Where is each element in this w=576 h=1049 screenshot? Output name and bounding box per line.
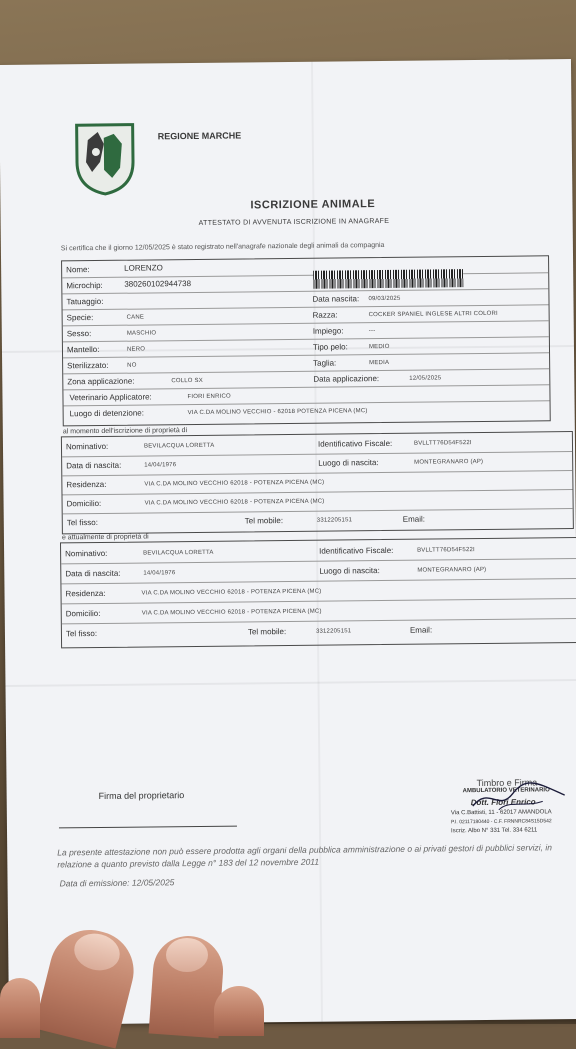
breed-label: Razza: (312, 310, 338, 320)
coat-label: Mantello: (66, 344, 100, 355)
owner-mobile: 3312205151 (315, 628, 352, 635)
birth-place-label: Luogo di nascita: (318, 458, 379, 468)
owner-name: BEVILACQUA LORETTA (143, 549, 214, 557)
regione-marche-logo (74, 122, 137, 197)
email-label: Email: (402, 514, 426, 524)
application-zone-label: Zona applicazione: (67, 376, 135, 387)
birth-place-label: Luogo di nascita: (319, 566, 380, 576)
stamp-line: AMBULATORIO VETERINARIO (462, 787, 550, 795)
domicile-label: Domicilio: (65, 608, 101, 619)
size-label: Taglia: (313, 358, 337, 368)
landline-label: Tel fisso: (66, 518, 98, 528)
tax-id-label: Identificativo Fiscale: (317, 438, 393, 449)
issue-date: Data di emissione: 12/05/2025 (59, 877, 175, 889)
region-name: REGIONE MARCHE (157, 130, 242, 142)
disclaimer-text: La presente attestazione non può essere prodotta agli organi della pubblica amministrazione o ai privati gestori di pubblici servizi, in relazione a quanto previsto dalla Legge n° 183 del 12 novembre 2011 (57, 842, 552, 870)
owner-birth-place: MONTEGRANARO (AP) (414, 458, 484, 466)
sterilized-label: Sterilizzato: (67, 360, 109, 371)
owner-domicile: VIA C.DA MOLINO VECCHIO 62018 - POTENZA PICENA (MC) (144, 498, 325, 507)
microchip-label: Microchip: (66, 280, 103, 291)
stamp-line: P.I. 02117180440 - C.F. FRNNRC84S15D542 (450, 818, 552, 826)
owner-at-registration-heading: al momento dell'iscrizione di proprietà di (62, 427, 188, 436)
domicile-label: Domicilio: (66, 498, 102, 509)
birth-date-label: Data di nascita: (65, 568, 121, 579)
stamp-title: Timbro e Firma (476, 777, 538, 789)
email-label: Email: (409, 625, 433, 635)
owner-birth-place: MONTEGRANARO (AP) (417, 566, 487, 574)
application-zone: COLLO SX (171, 377, 203, 385)
detention-place: VIA C.DA MOLINO VECCHIO - 62018 POTENZA PICENA (MC) (187, 408, 368, 417)
birth-date: 09/03/2025 (368, 295, 401, 303)
finger (214, 986, 264, 1036)
document-sheet (0, 59, 576, 1025)
coat: NERO (126, 346, 146, 353)
application-date: 12/05/2025 (409, 375, 442, 382)
species-label: Specie: (66, 313, 94, 323)
owner-at-registration-box (61, 431, 574, 534)
fold-line (5, 679, 576, 687)
stamp-line: Via C.Battisti, 11 - 62017 AMANDOLA (450, 809, 552, 817)
mobile-label: Tel mobile: (244, 516, 284, 526)
owner-mobile: 3312205151 (316, 517, 353, 524)
residence-label: Residenza: (66, 479, 107, 490)
species: CANE (126, 314, 145, 321)
sex: MASCHIO (126, 330, 157, 337)
owner-birth-date: 14/04/1976 (144, 462, 177, 469)
name-label: Nome: (66, 265, 90, 275)
birth-date-label: Data nascita: (312, 294, 360, 304)
detention-label: Luogo di detenzione: (69, 408, 144, 419)
document-title: ISCRIZIONE ANIMALE (250, 198, 376, 212)
document-subtitle: ATTESTATO DI AVVENUTA ISCRIZIONE IN ANAGRAFE (198, 217, 390, 227)
tax-id-label: Identificativo Fiscale: (319, 545, 394, 556)
landline-label: Tel fisso: (65, 629, 98, 639)
sex-label: Sesso: (66, 329, 92, 339)
residence-label: Residenza: (65, 588, 106, 599)
use-label: Impiego: (312, 326, 344, 336)
owner-tax-id: BVLLTT76D54F522I (417, 547, 475, 554)
use: --- (368, 328, 376, 335)
application-date-label: Data applicazione: (313, 374, 380, 384)
owner-signature-line (59, 826, 237, 829)
owner-name: BEVILACQUA LORETTA (143, 442, 215, 450)
microchip-number: 380260102944738 (124, 279, 192, 289)
animal-data-box (61, 255, 551, 426)
animal-name: LORENZO (124, 263, 163, 273)
owner-tax-id: BVLLTT76D54F522I (413, 440, 472, 447)
hair-type-label: Tipo pelo: (312, 342, 348, 352)
certification-intro: Si certifica che il giorno 12/05/2025 è stato registrato nell'anagrafe nazionale degli animali da compagnia (60, 241, 385, 253)
nominativo-label: Nominativo: (65, 441, 109, 452)
owner-residence: VIA C.DA MOLINO VECCHIO 62018 - POTENZA PICENA (MC) (144, 479, 325, 488)
hair-type: MEDIO (368, 343, 390, 351)
owner-domicile: VIA C.DA MOLINO VECCHIO 62018 - POTENZA PICENA (MC) (141, 608, 322, 617)
current-owner-box (60, 537, 576, 648)
tattoo-label: Tatuaggio: (66, 296, 104, 307)
veterinarian-label: Veterinario Applicatore: (69, 392, 152, 403)
microchip-barcode (313, 269, 463, 289)
stamp-line: Dott. Fiori Enrico (470, 797, 536, 808)
breed: COCKER SPANIEL INGLESE ALTRI COLORI (368, 310, 498, 319)
current-owner-heading: e attualmente di proprietà di (61, 533, 149, 542)
owner-signature-label: Firma del proprietario (98, 790, 185, 802)
fingernail (166, 938, 208, 972)
sterilized: NO (127, 362, 137, 369)
stamp-line: Iscriz. Albo N° 331 Tel. 334 6211 (451, 827, 538, 835)
nominativo-label: Nominativo: (65, 548, 108, 559)
finger (0, 978, 40, 1038)
owner-birth-date: 14/04/1976 (143, 570, 176, 577)
mobile-label: Tel mobile: (247, 627, 287, 637)
size: MEDIA (369, 359, 390, 367)
birth-date-label: Data di nascita: (66, 460, 122, 471)
veterinarian-signature (469, 781, 569, 816)
veterinarian: FIORI ENRICO (187, 393, 231, 401)
veterinary-stamp (448, 771, 576, 834)
owner-residence: VIA C.DA MOLINO VECCHIO 62018 - POTENZA PICENA (MC) (141, 588, 322, 597)
